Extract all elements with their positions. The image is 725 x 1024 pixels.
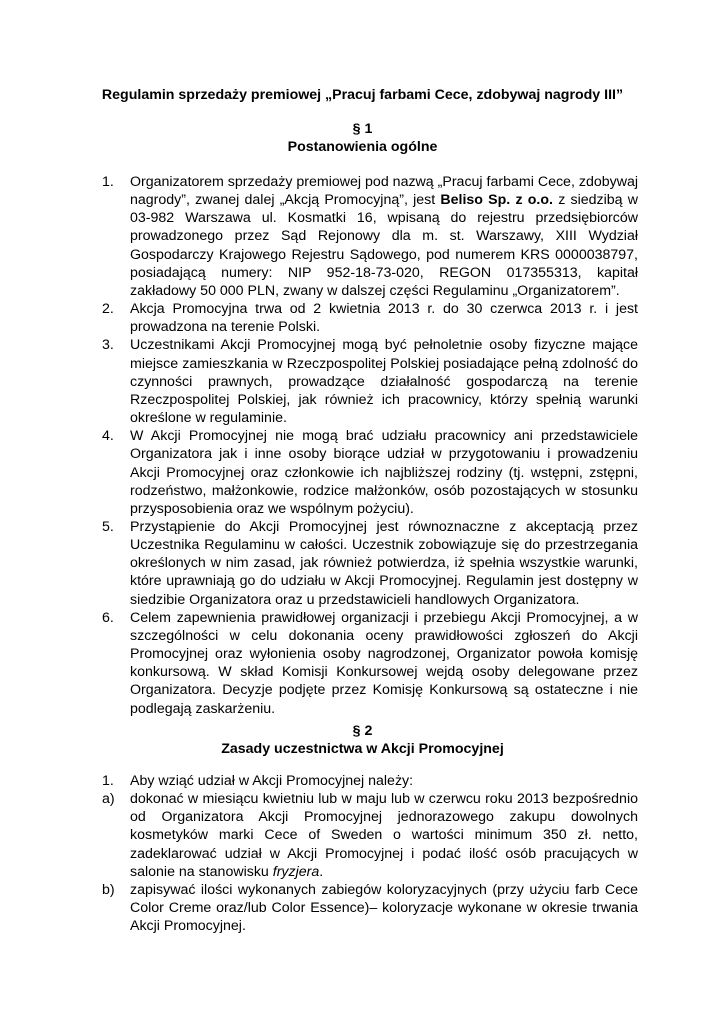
- list-item: [102, 518, 638, 609]
- list-item: [102, 300, 638, 336]
- list-item: [102, 772, 638, 790]
- item-number: 6.: [102, 609, 114, 626]
- item-text: Przystąpienie do Akcji Promocyjnej jest równoznaczne z akceptacją przez Uczestnika Regulaminu w całości. Uczestnik zobowiązuje się do przestrzegania określonych w nim zasad, jak również potwierdza, iż spełnia wszystkie warunki, które uprawniają go do udziału w Akcji Promocyjnej. Regulamin jest dostępny w siedzibie Organizatora oraz u przedstawicieli handlowych Organizatora.: [130, 518, 638, 608]
- section-1-number: § 1: [352, 121, 373, 137]
- list-item: [102, 881, 638, 935]
- item-text: Akcja Promocyjna trwa od 2 kwietnia 2013 r. do 30 czerwca 2013 r. i jest prowadzona na terenie Polski.: [130, 301, 638, 336]
- item-number: 4.: [102, 428, 114, 445]
- item-text: dokonać w miesiącu kwietniu lub w maju lub w czerwcu roku 2013 bezpośrednio od Organizatora Akcji Promocyjnej jednorazowego zakupu dowolnych kosmetyków marki Cece of Sweden o wartości minimum 350 zł. netto, zadeklarować udział w Akcji Promocyjnej i podać ilość osób pracujących w salonie na stanowisku fryzjera.: [130, 791, 638, 880]
- item-text: Celem zapewnienia prawidłowej organizacji i przebiegu Akcji Promocyjnej, a w szczególności w celu dokonania oceny prawidłowości zgłoszeń do Akcji Promocyjnej oraz wyłonienia osoby nagrodzonej, Organizator powoła komisję konkursową. W skład Komisji Konkursowej wejdą osoby delegowane przez Organizatora. Decyzje podjęte przez Komisję Konkursową są ostateczne i nie podlegają zaskarżeniu.: [130, 609, 638, 717]
- emphasis-text: fryzjera: [272, 863, 320, 880]
- section-2-number: § 2: [352, 723, 373, 739]
- list-item: [102, 790, 638, 881]
- list-item: [102, 336, 638, 427]
- section-1-heading: Postanowienia ogólne: [287, 139, 438, 155]
- list-item: [102, 427, 638, 518]
- organizer-name: Beliso Sp. z o.o.: [440, 192, 553, 209]
- item-text: zapisywać ilości wykonanych zabiegów koloryzacyjnych (przy użyciu farb Cece Color Creme oraz/lub Color Essence)– koloryzacje wykonane w okresie trwania Akcji Promocyjnej.: [130, 881, 638, 935]
- item-number: b): [102, 881, 115, 898]
- item-number: 1.: [102, 773, 114, 789]
- document-title: Regulamin sprzedaży premiowej „Pracuj farbami Cece, zdobywaj nagrody III”: [101, 87, 624, 103]
- item-text: Aby wziąć udział w Akcji Promocyjnej należy:: [130, 773, 414, 789]
- item-text: Organizatorem sprzedaży premiowej pod nazwą „Pracuj farbami Cece, zdobywaj nagrody”, zwanej dalej „Akcją Promocyjną”, jest Beliso Sp. z o.o. z siedzibą w 03-982 Warszawa ul. Kosmatki 16, wpisaną do rejestru przedsiębiorców prowadzonego przez Sąd Rejonowy dla m. st. Warszawy, XIII Wydział Gospodarczy Krajowego Rejestru Sądowego, pod numerem KRS 0000038797, posiadającą numery: NIP 952-18-73-020, REGON 017355313, kapitał zakładowy 50 000 PLN, zwany w dalszej części Regulaminu „Organizatorem”.: [130, 174, 638, 299]
- section-2-heading: Zasady uczestnictwa w Akcji Promocyjnej: [221, 741, 504, 757]
- item-number: 2.: [102, 301, 114, 318]
- item-number: 3.: [102, 337, 114, 354]
- section-2-list: [102, 772, 638, 935]
- list-item: [102, 609, 638, 718]
- section-1-list: [102, 173, 638, 718]
- item-number: 1.: [102, 174, 114, 190]
- item-number: 5.: [102, 518, 114, 535]
- item-number: a): [102, 791, 115, 808]
- item-text: Uczestnikami Akcji Promocyjnej mogą być pełnoletnie osoby fizyczne mające miejsce zamieszkania w Rzeczpospolitej Polskiej posiadające pełną zdolność do czynności prawnych, prowadzące działalność gospodarczą na terenie Rzeczpospolitej Polskiej, jak również ich pracownicy, którzy spełnią warunki określone w regulaminie.: [130, 337, 638, 427]
- list-item: [102, 173, 638, 300]
- item-text: W Akcji Promocyjnej nie mogą brać udziału pracownicy ani przedstawiciele Organizatora jak i inne osoby biorące udział w przygotowaniu i prowadzeniu Akcji Promocyjnej oraz członkowie ich najbliższej rodziny (tj. wstępni, zstępni, rodzeństwo, małżonkowie, rodzice małżonków, osób pozostających w stosunku przysposobienia oraz we wspólnym pożyciu).: [130, 428, 638, 517]
